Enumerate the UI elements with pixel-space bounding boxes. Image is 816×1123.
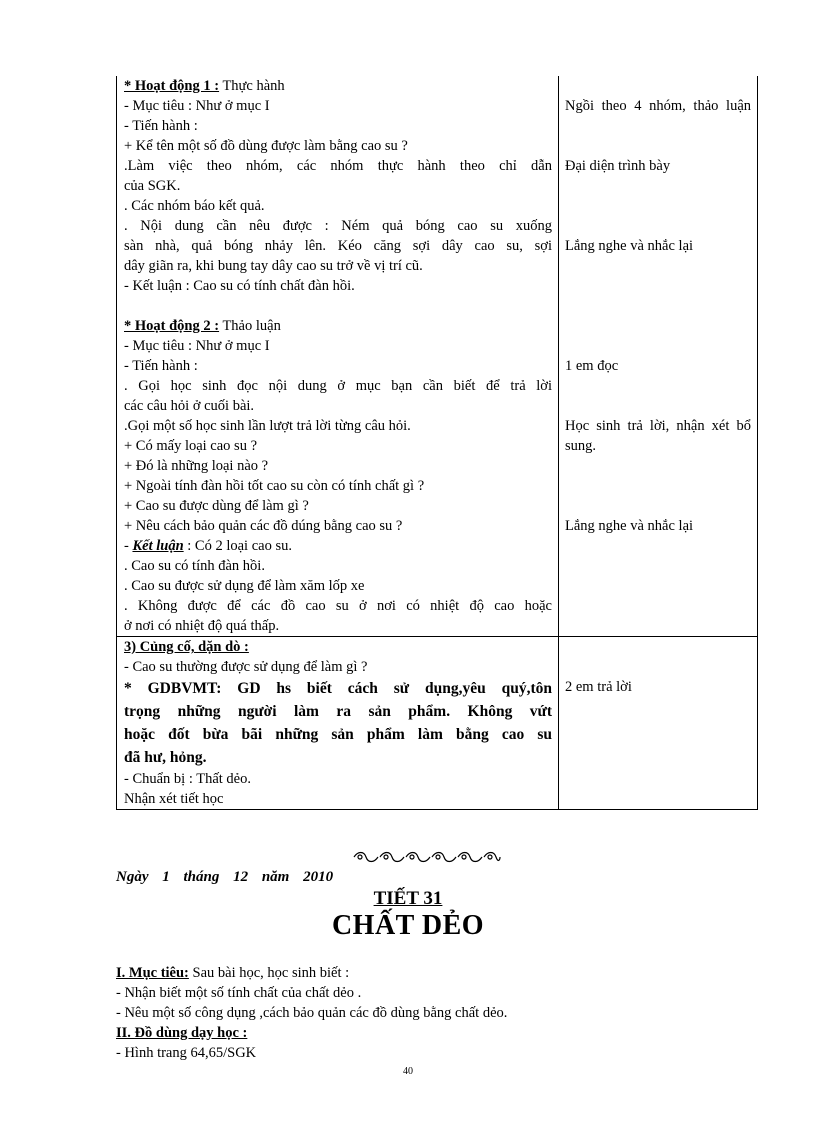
- text-line: .Gọi một số học sinh lần lượt trả lời từng câu hỏi.: [124, 418, 411, 434]
- ornament-divider: [352, 850, 502, 864]
- question-line: + Có mấy loại cao su ?: [124, 438, 258, 454]
- text-line: . Gọi học sinh đọc nội dung ở mục bạn cần biết để trả lời: [124, 378, 552, 394]
- materials-item: - Hình trang 64,65/SGK: [116, 1045, 257, 1061]
- consolidation-student-cell: [559, 637, 758, 810]
- student-activity: 2 em trả lời: [565, 679, 632, 695]
- text-line: - Mục tiêu : Như ở mục I: [124, 98, 270, 114]
- question-line: + Ngoài tính đàn hồi tốt cao su còn có tính chất gì ?: [124, 478, 425, 494]
- text-line: ở nơi có nhiệt độ quá thấp.: [124, 618, 280, 634]
- objectives-heading: I. Mục tiêu: Sau bài học, học sinh biết :: [116, 965, 350, 981]
- text-line: các câu hỏi ở cuối bài.: [124, 398, 255, 414]
- materials-heading: II. Đồ dùng dạy học :: [116, 1025, 248, 1041]
- objective-item: - Nhận biết một số tính chất của chất dẻo .: [116, 985, 362, 1001]
- lesson-table: [116, 76, 758, 810]
- question-line: + Nêu cách bảo quản các đồ dúng bằng cao su ?: [124, 518, 403, 534]
- consolidation-cell: [117, 637, 559, 810]
- consolidation-heading: 3) Củng cố, dặn dò :: [124, 639, 249, 655]
- text-line: + Kể tên một số đồ dùng được làm bằng cao su ?: [124, 138, 408, 154]
- text-line: sàn nhà, quả bóng nhảy lên. Kéo căng sợi dây cao su, sợi: [124, 238, 552, 254]
- student-activity: 1 em đọc: [565, 358, 619, 374]
- text-line: của SGK.: [124, 178, 181, 194]
- student-activity: Lắng nghe và nhắc lại: [565, 518, 694, 534]
- environment-note: trọng những người làm ra sản phẩm. Không vứt: [124, 703, 552, 720]
- text-line: dây giãn ra, khi bung tay dây cao su trở về vị trí cũ.: [124, 258, 423, 274]
- teacher-activities-cell: [117, 76, 559, 637]
- lesson-number: TIẾT 31: [373, 888, 443, 909]
- text-line: - Tiến hành :: [124, 358, 198, 374]
- text-line: . Cao su có tính đàn hồi.: [124, 558, 265, 574]
- preparation-line: - Chuẩn bị : Thất dẻo.: [124, 771, 251, 787]
- environment-note: đã hư, hỏng.: [124, 749, 207, 766]
- activity-2-heading: * Hoạt động 2 : Thảo luận: [124, 318, 281, 334]
- text-line: . Các nhóm báo kết quả.: [124, 198, 265, 214]
- student-activity: Đại diện trình bày: [565, 158, 671, 174]
- student-activity: Ngồi theo 4 nhóm, thảo luận: [565, 98, 751, 114]
- text-line: - Mục tiêu : Như ở mục I: [124, 338, 270, 354]
- text-line: . Nội dung cần nêu được : Ném quả bóng cao su xuống: [124, 218, 552, 234]
- remark-line: Nhận xét tiết học: [124, 791, 224, 807]
- lesson-title: CHẤT DẺO: [331, 910, 485, 941]
- text-line: . Cao su được sử dụng để làm xăm lốp xe: [124, 578, 365, 594]
- environment-note: hoặc đốt bừa bãi những sản phẩm làm bằng cao su: [124, 726, 552, 743]
- environment-note: * GDBVMT: GD hs biết cách sử dụng,yêu quý,tôn: [124, 680, 552, 697]
- activity-2-label: * Hoạt động 2 :: [124, 318, 220, 334]
- student-activity: Học sinh trả lời, nhận xét bổ sung.: [565, 418, 751, 454]
- table-row: [117, 637, 758, 810]
- conclusion-2: - Kết luận : Có 2 loại cao su.: [124, 538, 292, 554]
- table-row: [117, 76, 758, 637]
- lesson-date: Ngày 1 tháng 12 năm 2010: [116, 869, 334, 885]
- activity-1-heading: * Hoạt động 1 : Thực hành: [124, 78, 285, 94]
- objective-item: - Nêu một số công dụng ,cách bảo quản các đồ dùng bằng chất dẻo.: [116, 1005, 508, 1021]
- activity-1-label: * Hoạt động 1 :: [124, 78, 220, 94]
- student-activity: Lắng nghe và nhắc lại: [565, 238, 694, 254]
- text-line: . Không được để các đồ cao su ở nơi có nhiệt độ cao hoặc: [124, 598, 552, 614]
- conclusion-1: - Kết luận : Cao su có tính chất đàn hồi.: [124, 278, 355, 294]
- page-number: 40: [403, 1066, 413, 1077]
- text-line: .Làm việc theo nhóm, các nhóm thực hành theo chỉ dẫn: [124, 158, 552, 174]
- text-line: - Tiến hành :: [124, 118, 198, 134]
- blank-line: [124, 296, 552, 316]
- question-line: + Cao su được dùng để làm gì ?: [124, 498, 309, 514]
- student-activities-cell: [559, 76, 758, 637]
- lesson-body: [116, 963, 746, 1063]
- question-line: + Đó là những loại nào ?: [124, 458, 269, 474]
- conclusion-label: Kết luận: [132, 538, 184, 554]
- question-line: - Cao su thường được sử dụng để làm gì ?: [124, 659, 368, 675]
